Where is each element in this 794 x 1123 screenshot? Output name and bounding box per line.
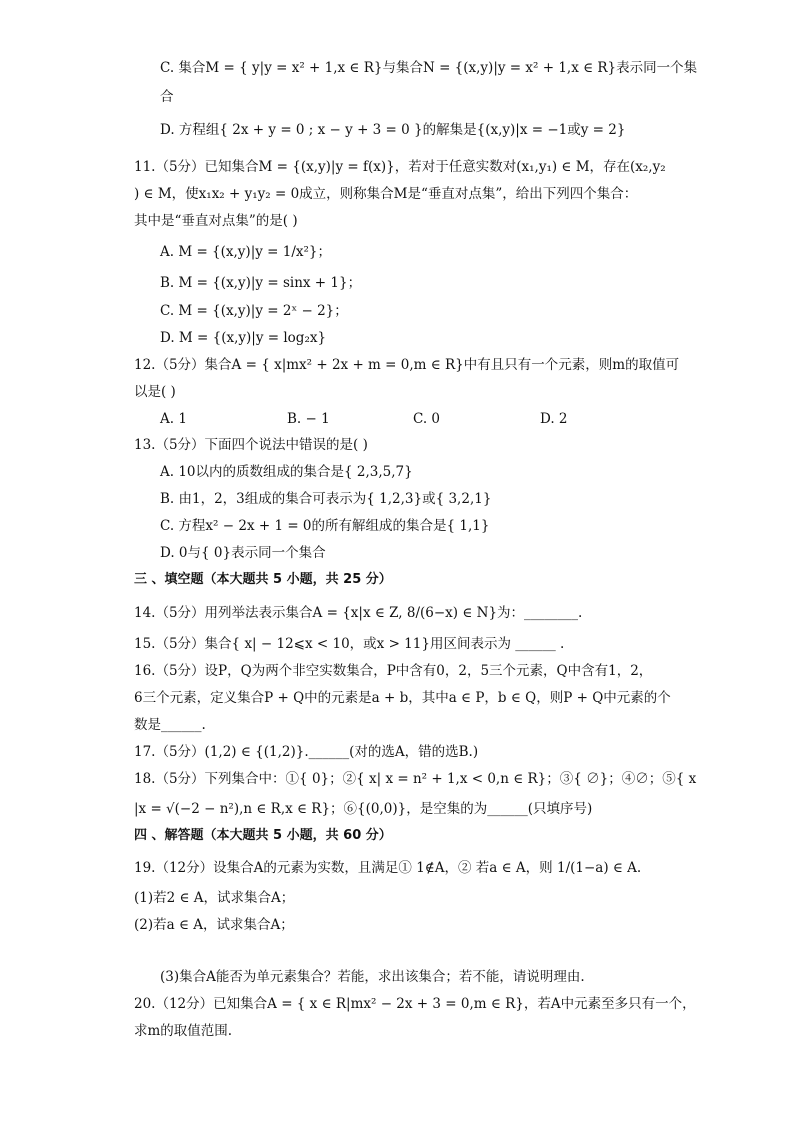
text-line-l05: ) ∈ M，使x₁x₂ + y₁y₂ = 0成立，则称集合M是“垂直对点集”，给出下列四个集合： <box>134 186 638 202</box>
text-line-l10: D. M = {(x,y)|y = log₂x} <box>160 330 327 346</box>
section-heading-answer: 四 、解答题（本大题共 5 小题，共 60 分） <box>134 828 392 843</box>
text-line-l07: A. M = {(x,y)|y = 1/x²}； <box>160 244 332 260</box>
text-line-l15: A. 10以内的质数组成的集合是{ 2,3,5,7} <box>160 464 413 480</box>
q12-option-c: C. 0 <box>413 411 441 427</box>
text-line-l32: (3)集合A能否为单元素集合？若能，求出该集合；若不能，请说明理由. <box>160 969 585 985</box>
text-line-l20: 14.（5分）用列举法表示集合A = {x|x ∈ Z, 8/(6−x) ∈ N}为：________. <box>134 605 583 621</box>
text-line-l08: B. M = {(x,y)|y = sinx + 1}； <box>160 275 362 291</box>
text-line-l18: D. 0与{ 0}表示同一个集合 <box>160 545 326 561</box>
text-line-l21: 15.（5分）集合{ x| − 12⩽x < 10，或x > 11}用区间表示为 ______ . <box>134 636 565 652</box>
q12-option-a: A. 1 <box>160 411 187 427</box>
text-line-l04: 11.（5分）已知集合M = {(x,y)|y = f(x)}，若对于任意实数对(x₁,y₁) ∈ M，存在(x₂,y₂ <box>134 159 666 175</box>
text-line-l33: 20.（12分）已知集合A = { x ∈ R|mx² − 2x + 3 = 0,m ∈ R}，若A中元素至多只有一个， <box>134 996 696 1012</box>
text-line-l14: 13.（5分）下面四个说法中错误的是( ) <box>134 437 368 453</box>
text-line-l27: |x = √(−2 − n²),n ∈ R,x ∈ R}；⑥{(0,0)}，是空集的为______(只填序号) <box>134 801 593 817</box>
text-line-l23: 6三个元素，定义集合P + Q中的元素是a + b，其中a ∈ P，b ∈ Q，则P + Q中元素的个 <box>134 690 671 706</box>
text-line-l34: 求m的取值范围. <box>134 1023 233 1039</box>
text-line-l29: 19.（12分）设集合A的元素为实数，且满足① 1∉A，② 若a ∈ A，则 1/(1−a) ∈ A. <box>134 860 642 876</box>
text-line-l03: D. 方程组{ 2x + y = 0 ; x − y + 3 = 0 }的解集是{(x,y)|x = −1或y = 2} <box>160 122 626 138</box>
text-line-l02: 合 <box>160 89 174 105</box>
text-line-l16: B. 由1，2，3组成的集合可表示为{ 1,2,3}或{ 3,2,1} <box>160 491 492 507</box>
text-line-l01: C. 集合M = { y|y = x² + 1,x ∈ R}与集合N = {(x,y)|y = x² + 1,x ∈ R}表示同一个集 <box>160 60 698 76</box>
text-line-l11: 12.（5分）集合A = { x|mx² + 2x + m = 0,m ∈ R}中有且只有一个元素，则m的取值可 <box>134 357 680 373</box>
text-line-l17: C. 方程x² − 2x + 1 = 0的所有解组成的集合是{ 1,1} <box>160 518 490 534</box>
text-line-l24: 数是______. <box>134 717 206 733</box>
text-line-l31: (2)若a ∈ A，试求集合A； <box>134 917 294 933</box>
text-line-l25: 17.（5分）(1,2) ∈ {(1,2)}.______(对的选A，错的选B.) <box>134 744 479 760</box>
text-line-l30: (1)若2 ∈ A，试求集合A； <box>134 890 295 906</box>
q12-option-b: B. − 1 <box>287 411 330 427</box>
text-line-l09: C. M = {(x,y)|y = 2ˣ − 2}； <box>160 303 348 319</box>
text-line-l26: 18.（5分）下列集合中：①{ 0}；②{ x| x = n² + 1,x < 0,n ∈ R}；③{ ∅}；④∅；⑤{ x <box>134 771 697 787</box>
text-line-l12: 以是( ) <box>134 384 176 400</box>
text-line-l06: 其中是“垂直对点集”的是( ) <box>134 213 298 229</box>
text-line-l22: 16.（5分）设P，Q为两个非空实数集合，P中含有0，2，5三个元素，Q中含有1，2， <box>134 663 653 679</box>
q12-option-d: D. 2 <box>540 411 568 427</box>
section-heading-fill-blank: 三 、填空题（本大题共 5 小题，共 25 分） <box>134 572 392 587</box>
